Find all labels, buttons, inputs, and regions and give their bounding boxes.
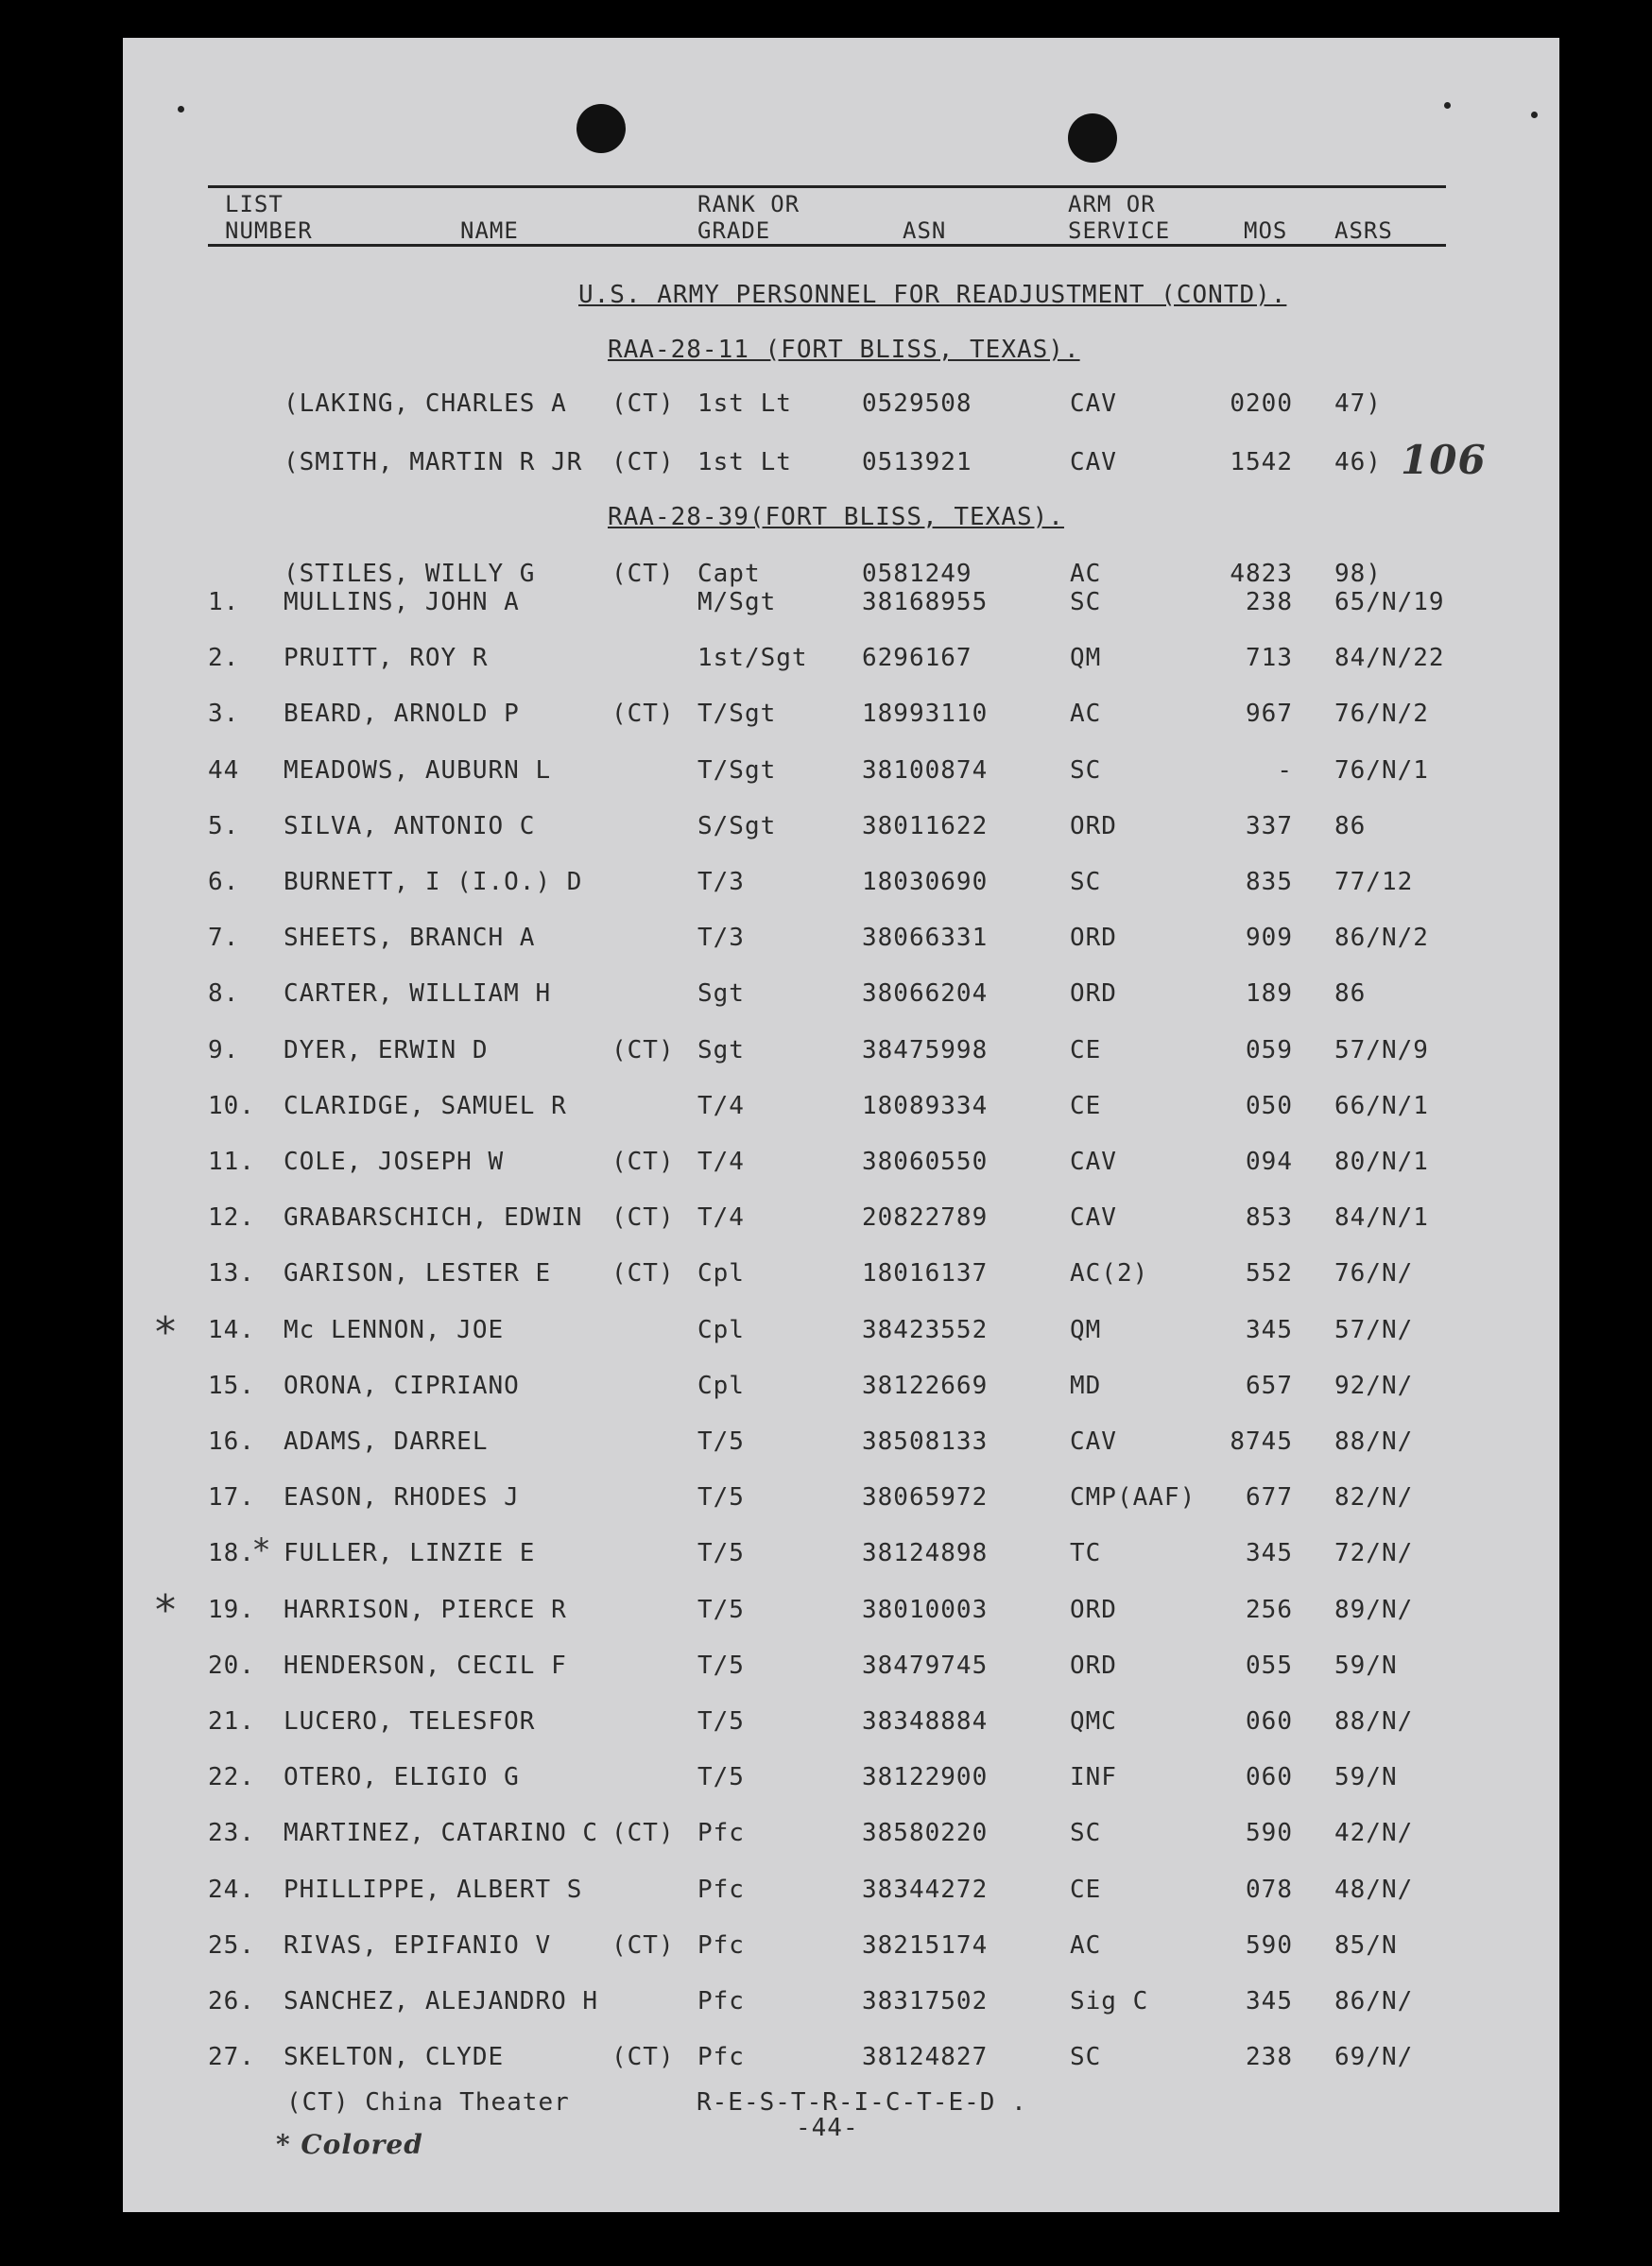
cell-name: GARISON, LESTER E [284,1259,552,1289]
cell-mos: 238 [1246,588,1293,616]
header-rank: RANK OR [697,191,800,217]
cell-mos: 055 [1246,1651,1293,1680]
cell-china-theater-flag: (CT) [611,1259,675,1289]
cell-arm-service: CE [1070,1035,1102,1064]
cell-arm-service: CE [1070,1091,1102,1120]
cell-list-number: 23. [208,1819,255,1848]
cell-mos: 060 [1246,1763,1293,1792]
cell-arm-service: QMC [1070,1707,1117,1736]
cell-rank: T/5 [697,1763,745,1792]
cell-name: RIVAS, EPIFANIO V [284,1930,552,1960]
cell-list-number: 15. [208,1371,255,1400]
footer-legend: (CT) China Theater [286,2088,570,2117]
cell-name: MEADOWS, AUBURN L [284,755,552,785]
cell-name: BURNETT, I (I.O.) D [284,868,583,896]
cell-rank: Capt [697,560,761,588]
cell-asn: 38344272 [862,1875,989,1904]
cell-arm-service: ORD [1070,1651,1117,1680]
cell-rank: 1st/Sgt [697,644,808,673]
cell-rank: T/5 [697,1651,745,1680]
cell-name: LUCERO, TELESFOR [284,1707,536,1736]
cell-rank: T/3 [697,868,745,896]
cell-mos: 657 [1246,1371,1293,1400]
cell-rank: T/Sgt [697,755,777,785]
cell-arm-service: CAV [1070,1203,1117,1233]
cell-name: (LAKING, CHARLES A [284,389,567,418]
cell-list-number: 12. [208,1203,255,1233]
cell-name: (STILES, WILLY G [284,560,536,588]
cell-list-number: 9. [208,1035,240,1064]
cell-rank: T/4 [697,1203,745,1233]
footer-page-number: -44- [796,2114,859,2142]
cell-mos: 0200 [1230,389,1293,418]
handwritten-page-number: 106 [1401,437,1487,483]
header-list: LIST [225,191,284,217]
cell-name: PHILLIPPE, ALBERT S [284,1875,583,1904]
cell-rank: Cpl [697,1315,745,1344]
cell-name: (SMITH, MARTIN R JR [284,448,583,476]
cell-mos: 059 [1246,1035,1293,1064]
cell-asn: 38011622 [862,811,989,840]
cell-mos: 345 [1246,1539,1293,1568]
header-asn: ASN [903,217,947,244]
cell-asrs: 65/N/19 [1334,588,1445,616]
cell-arm-service: ORD [1070,979,1117,1009]
cell-asn: 38475998 [862,1035,989,1064]
cell-name: PRUITT, ROY R [284,644,489,673]
cell-list-number: 20. [208,1651,255,1680]
cell-rank: Pfc [697,1930,745,1960]
ink-speck [1531,112,1538,118]
cell-asrs: 85/N [1334,1930,1398,1960]
cell-mos: 552 [1246,1259,1293,1289]
cell-rank: Sgt [697,979,745,1009]
cell-list-number: 24. [208,1875,255,1904]
cell-asrs: 80/N/1 [1334,1148,1429,1176]
cell-asn: 38066331 [862,924,989,953]
cell-asn: 20822789 [862,1203,989,1233]
cell-asn: 38010003 [862,1595,989,1624]
cell-name: CLARIDGE, SAMUEL R [284,1091,567,1120]
cell-name: EASON, RHODES J [284,1483,520,1513]
cell-arm-service: CAV [1070,448,1117,476]
cell-asrs: 86 [1334,979,1367,1009]
cell-mos: 345 [1246,1315,1293,1344]
cell-asrs: 88/N/ [1334,1427,1414,1456]
cell-asrs: 76/N/ [1334,1259,1414,1289]
cell-list-number: 13. [208,1259,255,1289]
punch-hole-left [576,104,626,153]
cell-rank: Pfc [697,1875,745,1904]
cell-asn: 38168955 [862,588,989,616]
cell-asrs: 82/N/ [1334,1483,1414,1513]
cell-mos: 713 [1246,644,1293,673]
cell-list-number: 27. [208,2043,255,2072]
cell-asn: 38124898 [862,1539,989,1568]
cell-china-theater-flag: (CT) [611,560,675,588]
cell-asrs: 42/N/ [1334,1819,1414,1848]
cell-asrs: 57/N/9 [1334,1035,1429,1064]
cell-mos: 189 [1246,979,1293,1009]
cell-asn: 38580220 [862,1819,989,1848]
cell-mos: 853 [1246,1203,1293,1233]
cell-rank: S/Sgt [697,811,777,840]
cell-asrs: 92/N/ [1334,1371,1414,1400]
cell-mos: 835 [1246,868,1293,896]
cell-arm-service: SC [1070,868,1102,896]
cell-name: FULLER, LINZIE E [284,1539,536,1568]
cell-name: SILVA, ANTONIO C [284,811,536,840]
cell-mos: 4823 [1230,560,1293,588]
ink-speck [178,106,184,112]
cell-rank: T/5 [697,1483,745,1513]
cell-asrs: 66/N/1 [1334,1091,1429,1120]
cell-name: COLE, JOSEPH W [284,1148,505,1176]
cell-china-theater-flag: (CT) [611,1930,675,1960]
ink-speck [1444,102,1451,109]
cell-list-number: 16. [208,1427,255,1456]
cell-list-number: 7. [208,924,240,953]
cell-asrs: 86/N/2 [1334,924,1429,953]
cell-list-number: 8. [208,979,240,1009]
cell-mos: 909 [1246,924,1293,953]
cell-arm-service: CE [1070,1875,1102,1904]
cell-asn: 38215174 [862,1930,989,1960]
cell-mos: 337 [1246,811,1293,840]
cell-rank: T/4 [697,1148,745,1176]
cell-mos: 094 [1246,1148,1293,1176]
cell-list-number: 11. [208,1148,255,1176]
cell-name: OTERO, ELIGIO G [284,1763,520,1792]
cell-asrs: 76/N/1 [1334,755,1429,785]
cell-mos: 256 [1246,1595,1293,1624]
cell-asrs: 59/N [1334,1763,1398,1792]
cell-mos: 8745 [1230,1427,1293,1456]
cell-rank: T/Sgt [697,700,777,729]
cell-arm-service: CAV [1070,389,1117,418]
cell-asrs: 98) [1334,560,1382,588]
cell-rank: Cpl [697,1259,745,1289]
cell-asn: 38508133 [862,1427,989,1456]
cell-rank: 1st Lt [697,389,792,418]
cell-rank: T/3 [697,924,745,953]
cell-list-number: 6. [208,868,240,896]
cell-mos: 1542 [1230,448,1293,476]
section-title-raa-28-39: RAA-28-39(FORT BLISS, TEXAS). [608,503,1064,531]
cell-list-number: 3. [208,700,240,729]
cell-asrs: 47) [1334,389,1382,418]
cell-list-number: 5. [208,811,240,840]
cell-rank: Cpl [697,1371,745,1400]
cell-rank: T/5 [697,1707,745,1736]
asterisk-mark: * [155,1308,176,1357]
cell-arm-service: AC [1070,700,1102,729]
cell-name: BEARD, ARNOLD P [284,700,520,729]
cell-china-theater-flag: (CT) [611,1819,675,1848]
cell-name: GRABARSCHICH, EDWIN [284,1203,583,1233]
cell-arm-service: SC [1070,755,1102,785]
cell-name: Mc LENNON, JOE [284,1315,505,1344]
cell-list-number: 22. [208,1763,255,1792]
cell-arm-service: Sig C [1070,1987,1149,2015]
cell-asn: 18016137 [862,1259,989,1289]
cell-asn: 18089334 [862,1091,989,1120]
cell-arm-service: SC [1070,588,1102,616]
cell-name: MARTINEZ, CATARINO C [284,1819,599,1848]
cell-asn: 38348884 [862,1707,989,1736]
header-arm: ARM OR [1068,191,1156,217]
cell-mos: - [1277,755,1293,785]
cell-asrs: 48/N/ [1334,1875,1414,1904]
cell-asn: 0513921 [862,448,972,476]
cell-list-number: 2. [208,644,240,673]
cell-china-theater-flag: (CT) [611,1035,675,1064]
cell-list-number: 25. [208,1930,255,1960]
header-mos: MOS [1244,217,1288,244]
cell-arm-service: QM [1070,644,1102,673]
cell-arm-service: AC [1070,1930,1102,1960]
section-title-raa-28-11: RAA-28-11 (FORT BLISS, TEXAS). [608,336,1080,364]
cell-asn: 0529508 [862,389,972,418]
cell-mos: 590 [1246,1930,1293,1960]
cell-asrs: 46) [1334,448,1382,476]
cell-china-theater-flag: (CT) [611,1148,675,1176]
cell-list-number: 19. [208,1595,255,1624]
cell-name: ADAMS, DARREL [284,1427,489,1456]
cell-rank: 1st Lt [697,448,792,476]
header-number: NUMBER [225,217,313,244]
cell-mos: 590 [1246,1819,1293,1848]
cell-rank: Pfc [697,1819,745,1848]
cell-list-number: 14. [208,1315,255,1344]
cell-name: SHEETS, BRANCH A [284,924,536,953]
asterisk-mark: * [155,1586,176,1635]
cell-arm-service: MD [1070,1371,1102,1400]
cell-asn: 18993110 [862,700,989,729]
cell-asrs: 57/N/ [1334,1315,1414,1344]
cell-asrs: 77/12 [1334,868,1414,896]
cell-asn: 38065972 [862,1483,989,1513]
cell-asn: 38423552 [862,1315,989,1344]
cell-arm-service: ORD [1070,924,1117,953]
asterisk-mark: * [253,1531,269,1569]
cell-list-number: 17. [208,1483,255,1513]
cell-china-theater-flag: (CT) [611,448,675,476]
cell-asn: 0581249 [862,560,972,588]
cell-asn: 38100874 [862,755,989,785]
cell-asrs: 89/N/ [1334,1595,1414,1624]
cell-name: CARTER, WILLIAM H [284,979,552,1009]
cell-rank: M/Sgt [697,588,777,616]
cell-name: ORONA, CIPRIANO [284,1371,520,1400]
cell-arm-service: CMP(AAF) [1070,1483,1196,1513]
header-service: SERVICE [1068,217,1171,244]
cell-rank: Pfc [697,2043,745,2072]
cell-arm-service: AC [1070,560,1102,588]
cell-rank: T/5 [697,1595,745,1624]
cell-list-number: 18. [208,1539,255,1568]
cell-mos: 967 [1246,700,1293,729]
main-title: U.S. ARMY PERSONNEL FOR READJUSTMENT (CONTD). [578,281,1287,309]
cell-name: HENDERSON, CECIL F [284,1651,567,1680]
cell-asrs: 59/N [1334,1651,1398,1680]
header-top-rule [208,185,1446,188]
handwritten-note: * Colored [276,2129,423,2160]
cell-arm-service: TC [1070,1539,1102,1568]
cell-asrs: 76/N/2 [1334,700,1429,729]
cell-china-theater-flag: (CT) [611,1203,675,1233]
cell-asrs: 86 [1334,811,1367,840]
cell-asn: 38124827 [862,2043,989,2072]
cell-mos: 078 [1246,1875,1293,1904]
cell-asn: 18030690 [862,868,989,896]
cell-china-theater-flag: (CT) [611,700,675,729]
cell-arm-service: CAV [1070,1427,1117,1456]
cell-asn: 38066204 [862,979,989,1009]
header-name: NAME [460,217,519,244]
cell-arm-service: AC(2) [1070,1259,1149,1289]
cell-rank: T/4 [697,1091,745,1120]
cell-rank: T/5 [697,1539,745,1568]
cell-asrs: 84/N/1 [1334,1203,1429,1233]
cell-china-theater-flag: (CT) [611,389,675,418]
cell-mos: 677 [1246,1483,1293,1513]
cell-rank: Pfc [697,1987,745,2015]
cell-list-number: 21. [208,1707,255,1736]
cell-list-number: 26. [208,1987,255,2015]
cell-asn: 6296167 [862,644,972,673]
header-grade: GRADE [697,217,771,244]
cell-name: SANCHEZ, ALEJANDRO H [284,1987,599,2015]
cell-arm-service: INF [1070,1763,1117,1792]
cell-asn: 38479745 [862,1651,989,1680]
cell-asrs: 72/N/ [1334,1539,1414,1568]
cell-list-number: 10. [208,1091,255,1120]
cell-mos: 050 [1246,1091,1293,1120]
cell-asn: 38122669 [862,1371,989,1400]
cell-arm-service: ORD [1070,811,1117,840]
cell-asrs: 88/N/ [1334,1707,1414,1736]
cell-rank: Sgt [697,1035,745,1064]
cell-asn: 38060550 [862,1148,989,1176]
cell-arm-service: QM [1070,1315,1102,1344]
cell-arm-service: CAV [1070,1148,1117,1176]
cell-arm-service: SC [1070,2043,1102,2072]
cell-list-number: 44 [208,755,240,785]
cell-name: MULLINS, JOHN A [284,588,520,616]
cell-asrs: 84/N/22 [1334,644,1445,673]
footer-classification: R-E-S-T-R-I-C-T-E-D . [697,2088,1027,2117]
cell-rank: T/5 [697,1427,745,1456]
header-asrs: ASRS [1334,217,1393,244]
cell-list-number: 1. [208,588,240,616]
cell-name: HARRISON, PIERCE R [284,1595,567,1624]
cell-mos: 060 [1246,1707,1293,1736]
cell-mos: 345 [1246,1987,1293,2015]
cell-asrs: 69/N/ [1334,2043,1414,2072]
cell-asrs: 86/N/ [1334,1987,1414,2015]
punch-hole-right [1068,113,1117,163]
cell-mos: 238 [1246,2043,1293,2072]
cell-china-theater-flag: (CT) [611,2043,675,2072]
cell-arm-service: SC [1070,1819,1102,1848]
cell-name: SKELTON, CLYDE [284,2043,505,2072]
cell-arm-service: ORD [1070,1595,1117,1624]
cell-asn: 38317502 [862,1987,989,2015]
cell-asn: 38122900 [862,1763,989,1792]
cell-name: DYER, ERWIN D [284,1035,489,1064]
